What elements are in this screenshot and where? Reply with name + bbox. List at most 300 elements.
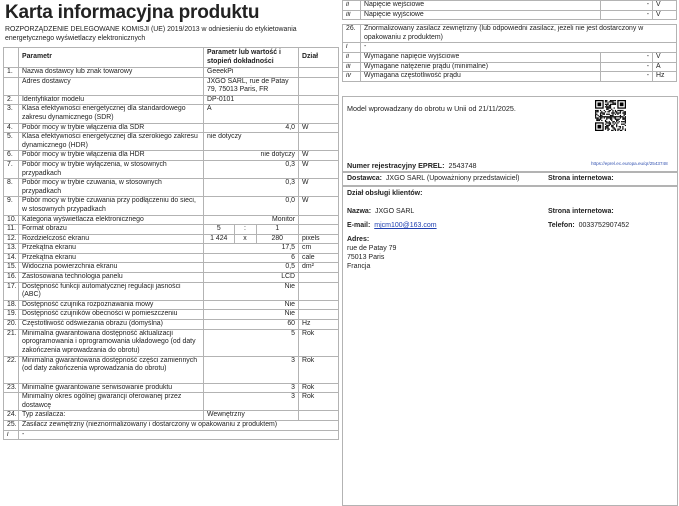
qr-module [607,111,608,112]
table-row [343,1,677,11]
qr-module [606,106,607,107]
qr-module [597,110,598,111]
qr-module [605,121,606,122]
table-row [343,52,677,62]
row-unit: dm² [299,263,339,273]
row-label: Wymagana częstotliwość prądu [361,72,601,82]
row-number: 26. [343,25,361,43]
qr-module [611,112,612,113]
qr-module [610,106,611,107]
regulation-text: ROZPORZĄDZENIE DELEGOWANE KOMISJI (UE) 2019/2013 w odniesieniu do etykietowania energetycznego wyświetlaczy elektronicznych [5,26,297,42]
row-unit [299,68,339,78]
qr-module [604,117,605,118]
row-unit [299,77,339,95]
row-value: Nie [204,310,299,320]
service-email-label: E-mail: [347,222,371,229]
qr-module [611,119,612,120]
row-label: Pobór mocy w trybie czuwania przy podłączeniu do sieci, w stosownych przypadkach [19,197,204,215]
qr-module [617,130,618,131]
qr-module [625,129,626,130]
qr-module [625,120,626,121]
qr-module [607,130,608,131]
row-value: Monitor [204,215,299,225]
row-label: Rozdzielczość ekranu [19,234,204,244]
qr-module [622,110,623,111]
service-email-link[interactable]: mjcm100@163.com [374,222,437,229]
qr-module [625,111,626,112]
qr-module [600,112,601,113]
qr-module [621,116,622,117]
table-row [4,179,339,197]
qr-module [595,110,596,111]
qr-module [597,125,601,129]
qr-module [605,129,606,130]
service-name-label: Nazwa: [347,208,372,215]
header-section: Dział [299,48,339,68]
qr-module [600,119,601,120]
qr-module [607,106,608,107]
row-unit [299,215,339,225]
qr-module [622,119,623,120]
qr-module [595,112,596,113]
row-value: Nie [204,282,299,300]
qr-module [614,116,615,117]
qr-module [609,122,610,123]
row-label: Napięcie wejściowe [361,1,601,11]
row-unit: cm [299,244,339,254]
row-number: 21. [4,329,19,356]
service-phone-label: Telefon: [548,222,575,229]
qr-module [602,114,603,115]
qr-module [595,111,596,112]
row-label: Minimalna gwarantowana dostępność aktualizacji oprogramowania i oprogramowania układowego (od daty zakończenia wprowadzania do obrotu) [19,329,204,356]
qr-module [610,107,611,108]
qr-module [606,101,607,102]
qr-module [615,104,616,105]
qr-module [612,115,613,116]
qr-module [615,129,616,130]
row-number: 10. [4,215,19,225]
table-row [4,160,339,178]
qr-module [601,117,602,118]
qr-module [601,112,602,113]
qr-module [607,126,608,127]
qr-module [622,117,623,118]
row-number: 8. [4,179,19,197]
row-number: 19. [4,310,19,320]
qr-module [612,110,613,111]
row-label: Pobór mocy w trybie włączenia dla HDR [19,151,204,161]
qr-module [625,117,626,118]
row-number: 1. [4,68,19,78]
qr-module [622,126,623,127]
qr-module [605,127,606,128]
qr-module [610,115,611,116]
qr-module [596,110,597,111]
qr-module [606,114,607,115]
row-label: Widoczna powierzchnia ekranu [19,263,204,273]
row-value: - [361,43,677,53]
qr-module [620,116,621,117]
row-unit: W [299,123,339,133]
row-unit [299,133,339,151]
qr-module [597,120,598,121]
table-row [4,411,339,421]
row-value [204,225,299,235]
qr-module [597,117,598,118]
row-unit: Hz [653,72,677,82]
qr-module [605,101,606,102]
row-unit: cale [299,253,339,263]
qr-module [625,114,626,115]
qr-module [616,121,617,122]
row-number: iv [343,72,361,82]
row-value: nie dotyczy [204,133,299,151]
supplier-value: JXGO SARL (Upoważniony przedstawiciel) [385,175,520,182]
qr-module [621,124,622,125]
qr-module [614,107,615,108]
qr-module [597,115,598,116]
qr-module [615,119,616,120]
row-value: - [19,430,339,440]
qr-module [610,110,611,111]
qr-module [620,130,621,131]
qr-module [622,124,623,125]
qr-module [616,112,617,113]
qr-module [612,121,613,122]
table-row [4,300,339,310]
qr-module [609,124,610,125]
row-value: Nie [204,300,299,310]
row-value: 5 [204,329,299,356]
qr-module [624,119,625,120]
row-label: Klasa efektywności energetycznej dla standardowego zakresu dynamicznego (SDR) [19,105,204,123]
qr-module [615,116,616,117]
product-info-table [3,47,339,440]
qr-module [619,126,620,127]
qr-module [607,107,608,108]
row-unit: W [299,197,339,215]
qr-code-icon [595,100,626,131]
qr-module [624,121,625,122]
row-number [4,393,19,411]
row-label: Wymagane natężenie prądu (minimalne) [361,62,601,72]
row-label: Znormalizowany zasilacz zewnętrzny (lub odpowiedni zasilacz, jeżeli nie jest dostarczony w opakowaniu z produktem) [361,25,677,43]
qr-module [624,112,625,113]
row-unit [299,225,339,235]
row-label: Minimalna gwarantowana dostępność części zamiennych (od daty zakończenia wprowadzania do obrotu) [19,356,204,383]
qr-module [611,126,612,127]
qr-module [606,117,607,118]
row-unit: W [299,151,339,161]
row-value: DP-0101 [204,95,299,105]
qr-module [611,101,612,102]
qr-module [609,106,610,107]
row-value: GeeekPi [204,68,299,78]
qr-module [606,100,607,101]
qr-module [595,116,596,117]
qr-module [617,120,618,121]
eprel-link[interactable]: https://eprel.ec.europa.eu/qr/2543748 [591,161,668,166]
qr-module [606,122,607,123]
qr-module [624,115,625,116]
qr-module [617,114,618,115]
row-unit [299,300,339,310]
qr-module [615,117,616,118]
qr-module [622,112,623,113]
row-label: Wymagane napięcie wyjściowe [361,52,601,62]
qr-module [614,127,615,128]
qr-module [609,117,610,118]
qr-module [614,104,615,105]
table-row [4,197,339,215]
supplier-website-label: Strona internetowa: [548,175,614,182]
row-number: 7. [4,160,19,178]
qr-module [607,104,608,105]
qr-module [621,130,622,131]
qr-module [617,122,618,123]
qr-module [611,116,612,117]
qr-module [606,107,607,108]
row-unit: Rok [299,393,339,411]
row-value: 3 [204,356,299,383]
qr-module [610,105,611,106]
qr-module [605,100,606,101]
qr-module [621,110,622,111]
qr-module [619,110,620,111]
qr-module [605,111,606,112]
service-address-label: Adres: [347,236,370,243]
qr-module [610,116,611,117]
value-part: x [234,235,256,244]
qr-module [605,124,606,125]
service-title: Dział obsługi klientów: [347,190,423,197]
qr-module [597,119,598,120]
qr-module [604,110,605,111]
qr-module [619,121,620,122]
qr-module [601,116,602,117]
qr-module [600,117,601,118]
qr-module [615,100,616,101]
table-row [4,421,339,431]
qr-module [607,129,608,130]
table-row [4,151,339,161]
qr-module [616,116,617,117]
row-value: - [601,72,653,82]
qr-module [617,129,618,130]
value-part: 5 [204,225,234,234]
qr-module [622,116,623,117]
qr-module [615,114,616,115]
qr-module [606,127,607,128]
qr-module [596,119,597,120]
value-part: 280 [271,234,283,242]
qr-module [625,116,626,117]
row-label: Dostępność czujników obecności w pomieszczeniu [19,310,204,320]
row-unit: Rok [299,356,339,383]
row-number: ii [343,1,361,11]
qr-module [617,112,618,113]
row-number: i [4,430,19,440]
qr-module [620,115,621,116]
qr-module [614,121,615,122]
row-number: iii [343,62,361,72]
qr-module [602,116,603,117]
qr-module [601,115,602,116]
qr-module [609,114,610,115]
qr-module [614,124,615,125]
qr-module [620,102,624,106]
row-number: iii [343,10,361,20]
qr-module [611,125,612,126]
qr-module [595,117,596,118]
qr-module [595,115,596,116]
qr-module [620,112,621,113]
qr-module [614,112,615,113]
row-value: A [204,105,299,123]
qr-module [616,126,617,127]
qr-module [606,104,607,105]
qr-module [612,100,613,101]
table-row [4,234,339,244]
header-value: Parametr lub wartość i stopień dokładności [204,48,299,68]
row-label: Zastosowana technologia panelu [19,273,204,283]
table-row [4,253,339,263]
row-label: Dostępność funkcji automatycznej regulacji jasności (ABC) [19,282,204,300]
row-number: 9. [4,197,19,215]
header-param: Parametr [19,48,204,68]
qr-module [615,110,616,111]
service-address [347,244,396,271]
address-line: Francja [347,263,371,270]
qr-module [605,126,606,127]
qr-module [616,111,617,112]
row-label: Typ zasilacza: [19,411,204,421]
qr-module [614,102,615,103]
qr-module [615,130,616,131]
qr-module [600,114,601,115]
qr-module [612,101,613,102]
row-label: Pobór mocy w trybie czuwania, w stosownych przypadkach [19,179,204,197]
qr-module [625,119,626,120]
row-unit: V [653,10,677,20]
qr-module [606,125,607,126]
qr-module [622,121,623,122]
row-number: 17. [4,282,19,300]
qr-module [606,105,607,106]
qr-module [612,102,613,103]
customer-service-box [342,186,678,506]
qr-module [609,107,610,108]
row-value: 0,0 [204,197,299,215]
row-value: nie dotyczy [204,151,299,161]
qr-module [595,114,596,115]
qr-module [614,129,615,130]
qr-module [599,119,600,120]
qr-module [612,127,613,128]
qr-module [614,117,615,118]
row-number: 16. [4,273,19,283]
qr-module [619,119,620,120]
row-value: 0,3 [204,160,299,178]
qr-module [606,119,607,120]
qr-module [607,117,608,118]
qr-module [605,106,606,107]
qr-module [612,111,613,112]
qr-module [611,109,612,110]
row-unit [299,273,339,283]
qr-module [607,125,608,126]
row-unit [299,282,339,300]
table-row [343,43,677,53]
qr-module [609,129,610,130]
qr-module [614,100,615,101]
qr-module [607,102,608,103]
address-line: 75013 Paris [347,254,385,261]
row-value: - [601,10,653,20]
qr-module [602,112,603,113]
qr-module [625,122,626,123]
qr-module [619,112,620,113]
row-label: Pobór mocy w trybie włączenia dla SDR [19,123,204,133]
qr-module [619,116,620,117]
qr-module [611,130,612,131]
table-row [343,62,677,72]
row-value: - [601,62,653,72]
qr-module [625,112,626,113]
row-number: ii [343,52,361,62]
qr-module [610,124,611,125]
row-value: 0,3 [204,179,299,197]
row-number: 20. [4,320,19,330]
qr-module [605,116,606,117]
qr-module [610,101,611,102]
qr-module [622,127,623,128]
row-unit: W [299,160,339,178]
qr-module [620,117,621,118]
row-value: 0,5 [204,263,299,273]
qr-module [597,111,598,112]
row-number: 13. [4,244,19,254]
row-unit [299,105,339,123]
table-row [4,123,339,133]
table-row [4,133,339,151]
qr-module [624,124,625,125]
row-unit: Rok [299,383,339,393]
qr-module [621,121,622,122]
row-value: 6 [204,253,299,263]
qr-module [615,111,616,112]
qr-module [596,114,597,115]
market-date-text: Model wprowadzany do obrotu w Unii od 21/11/2025. [347,104,516,113]
qr-module [601,120,602,121]
row-label: Przekątna ekranu [19,253,204,263]
page-title: Karta informacyjna produktu [5,2,260,23]
qr-module [599,120,600,121]
qr-module [611,115,612,116]
row-unit: W [299,179,339,197]
row-label: Klasa efektywności energetycznej dla szerokiego zakresu dynamicznego (HDR) [19,133,204,151]
service-website-label: Strona internetowa: [548,208,614,215]
qr-module [612,125,613,126]
row-value: JXGO SARL, rue de Patay 79, 75013 Paris, FR [204,77,299,95]
table-row [4,95,339,105]
table-row [4,329,339,356]
row-label: Przekątna ekranu [19,244,204,254]
table-row [4,225,339,235]
row-number: 25. [4,421,19,431]
row-unit [299,411,339,421]
